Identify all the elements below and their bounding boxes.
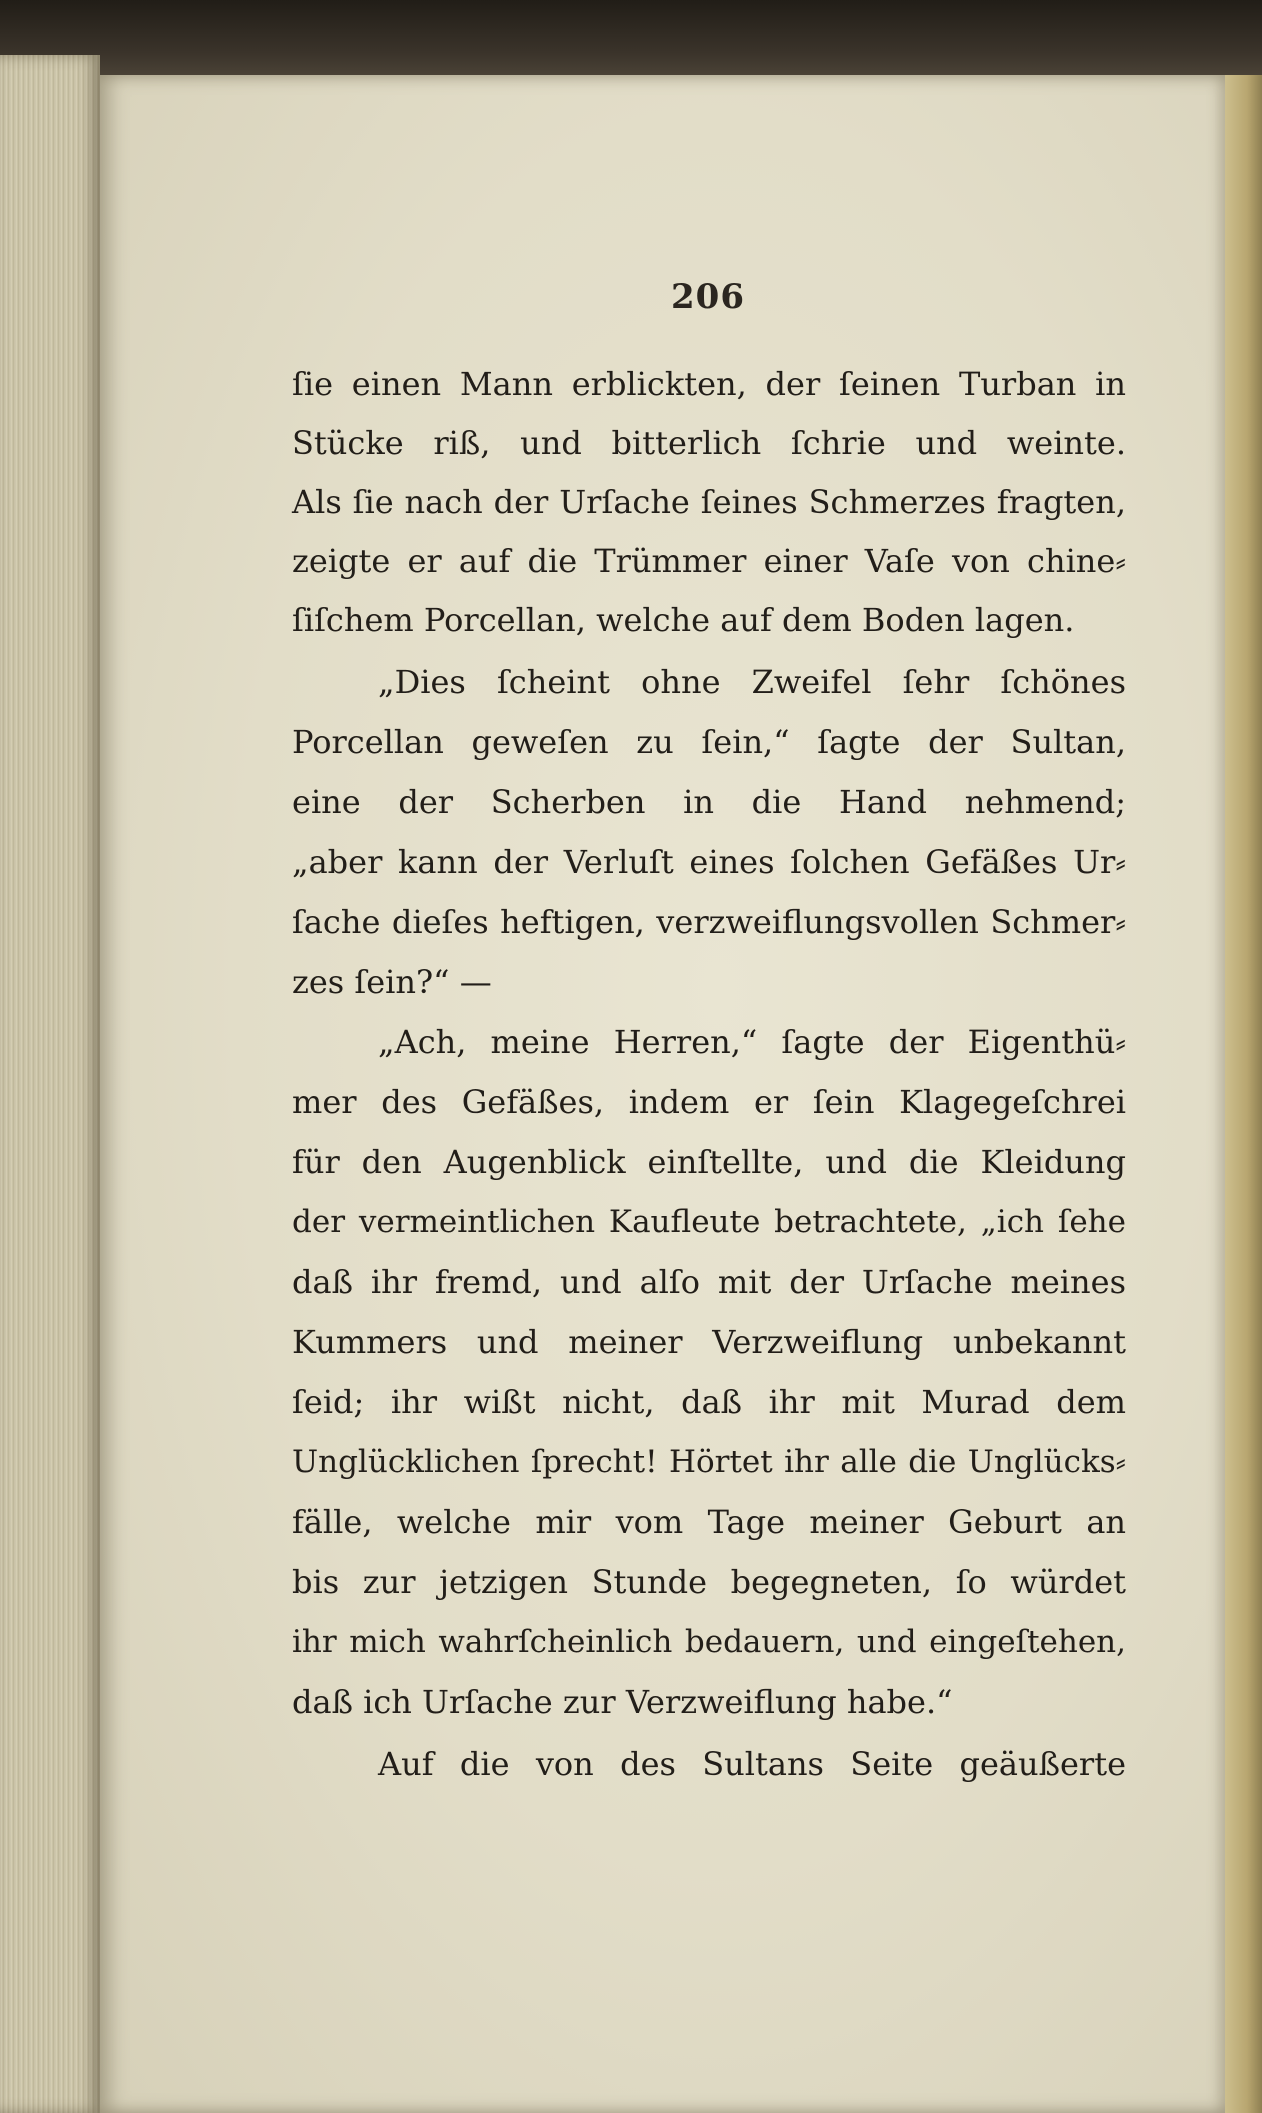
text-line: Porcellan geweſen zu ſein,“ ſagte der Sultan, (292, 723, 1126, 761)
text-line: Unglücklichen ſprecht! Hörtet ihr alle die Unglücks⸗ (292, 1444, 1126, 1480)
page-number: 206 (671, 277, 745, 317)
text-line: Als ſie nach der Urſache ſeines Schmerzes fragten, (292, 483, 1126, 521)
text-line: „Dies ſcheint ohne Zweifel ſehr ſchönes (378, 663, 1126, 701)
text-line: zes ſein?“ — (292, 963, 492, 1001)
text-line: ſache dieſes heftigen, verzweiflungsvollen Schmer⸗ (292, 903, 1126, 941)
text-line: ihr mich wahrſcheinlich bedauern, und eingeſtehen, (292, 1624, 1126, 1660)
text-line: Kummers und meiner Verzweiflung unbekannt (292, 1323, 1126, 1361)
text-line: daß ihr fremd, und alſo mit der Urſache meines (292, 1263, 1126, 1301)
text-line: daß ich Urſache zur Verzweiflung habe.“ (292, 1683, 953, 1721)
text-line: fälle, welche mir vom Tage meiner Geburt an (292, 1503, 1126, 1541)
text-line: Stücke riß, und bitterlich ſchrie und weinte. (292, 424, 1126, 462)
text-line: bis zur jetzigen Stunde begegneten, ſo würdet (292, 1563, 1126, 1601)
text-line: eine der Scherben in die Hand nehmend; (292, 783, 1126, 821)
text-line: ſiſchem Porcellan, welche auf dem Boden lagen. (292, 601, 1075, 639)
text-line: mer des Gefäßes, indem er ſein Klagegeſchrei (292, 1083, 1126, 1121)
text-line: ſie einen Mann erblickten, der ſeinen Turban in (292, 365, 1126, 403)
text-line: Auf die von des Sultans Seite geäußerte (378, 1745, 1126, 1783)
text-line: ſeid; ihr wißt nicht, daß ihr mit Murad dem (292, 1383, 1126, 1421)
text-line: für den Augenblick einſtellte, und die Kleidung (292, 1143, 1126, 1181)
text-line: „aber kann der Verluſt eines ſolchen Gefäßes Ur⸗ (292, 843, 1126, 881)
text-line: der vermeintlichen Kaufleute betrachtete, „ich ſehe (292, 1204, 1126, 1240)
text-line: „Ach, meine Herren,“ ſagte der Eigenthü⸗ (378, 1023, 1126, 1061)
text-line: zeigte er auf die Trümmer einer Vaſe von chine⸗ (292, 542, 1126, 580)
